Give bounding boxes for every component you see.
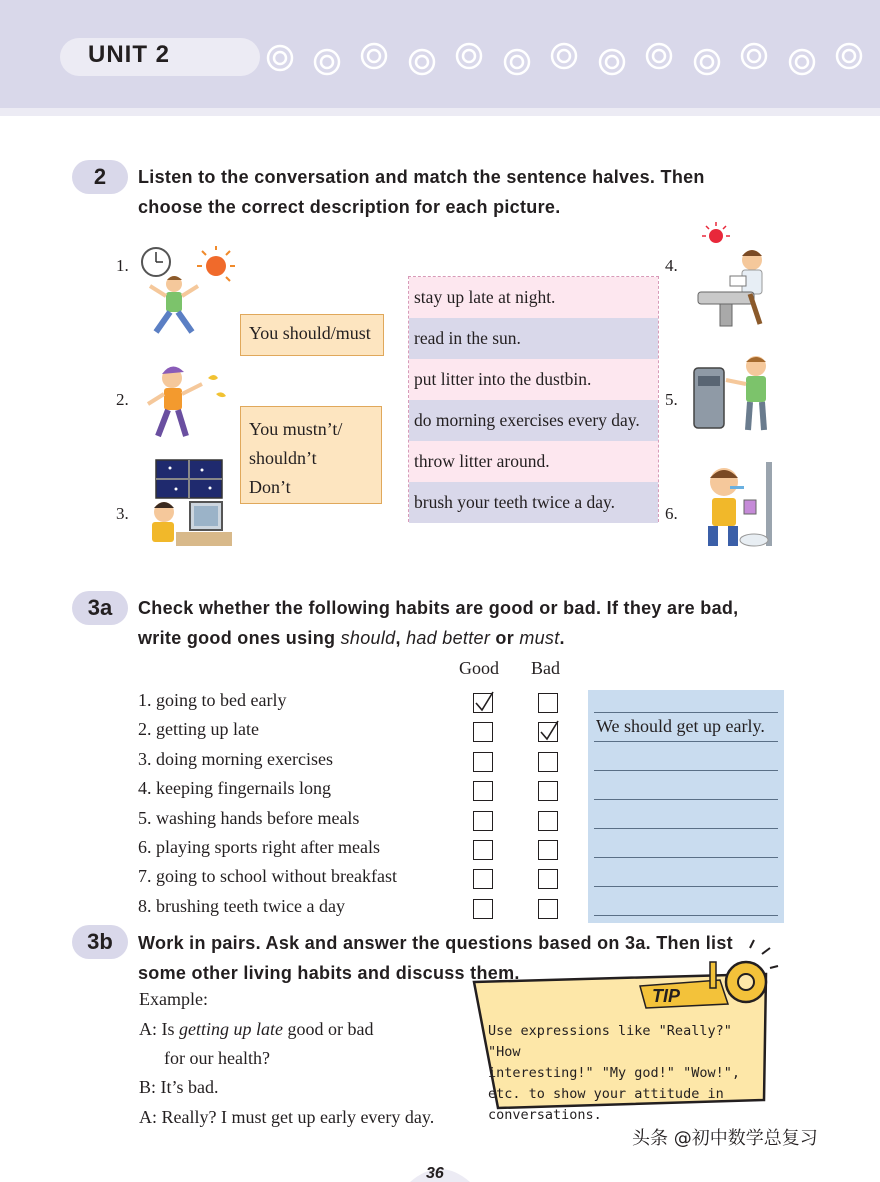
tip-line: Use expressions like "Really?" "How xyxy=(488,1023,732,1060)
column-header-good: Good xyxy=(459,658,499,678)
decorative-rings xyxy=(262,40,880,80)
instruction-line: choose the correct description for each picture. xyxy=(138,197,561,217)
sentence-ending: stay up late at night. xyxy=(409,277,658,318)
sentence-ending: read in the sun. xyxy=(409,318,658,359)
exercise-3b-badge: 3b xyxy=(72,925,128,959)
answer-line xyxy=(594,915,778,916)
picture-number-3: 3. xyxy=(116,504,129,523)
tip-line: interesting!" "My god!" "Wow!", xyxy=(488,1065,740,1081)
habit-item: 8. brushing teeth twice a day xyxy=(138,895,345,916)
habit-item: 7. going to school without breakfast xyxy=(138,866,397,887)
stem-box-positive xyxy=(240,314,384,356)
bad-checkbox[interactable] xyxy=(538,693,558,713)
dialogue-text: A: Is xyxy=(139,1019,179,1039)
answer-example: We should get up early. xyxy=(596,716,765,736)
stem-negative-text: Don’t xyxy=(249,477,291,497)
instruction-line: Work in pairs. Ask and answer the questions based on 3a. Then list xyxy=(138,933,733,953)
instruction-line: Check whether the following habits are good or bad. If they are bad, xyxy=(138,598,739,618)
bad-checkbox[interactable] xyxy=(538,752,558,772)
instruction-text: write good ones using xyxy=(138,628,341,648)
picture-number-4: 4. xyxy=(665,256,678,275)
answer-line xyxy=(594,886,778,887)
modal-option: had better xyxy=(406,628,491,648)
page-number xyxy=(410,1152,470,1182)
sentence-ending: brush your teeth twice a day. xyxy=(409,482,658,523)
tip-line: conversations. xyxy=(488,1107,602,1123)
instruction-line xyxy=(138,623,738,653)
example-label: Example: xyxy=(139,989,208,1009)
answer-line xyxy=(594,799,778,800)
page-number-text: 36 xyxy=(426,1165,444,1182)
stem-negative-text: shouldn’t xyxy=(249,448,317,468)
good-checkbox[interactable] xyxy=(473,811,493,831)
bad-checkbox[interactable] xyxy=(538,840,558,860)
sentence-ending: do morning exercises every day. xyxy=(409,400,658,441)
good-checkbox[interactable] xyxy=(473,781,493,801)
stem-box-negative xyxy=(240,406,382,504)
bad-checkbox[interactable] xyxy=(538,722,558,742)
instruction-text: , xyxy=(395,628,407,648)
instruction-text: or xyxy=(490,628,520,648)
watermark: 头条 @初中数学总复习 xyxy=(632,1128,818,1149)
dialogue-italic: getting up late xyxy=(179,1019,283,1039)
column-header-bad: Bad xyxy=(531,658,560,678)
tip-line: etc. to show your attitude in xyxy=(488,1086,724,1102)
dialogue-line: for our health? xyxy=(164,1048,270,1068)
tip-label: TIP xyxy=(652,986,681,1006)
sentence-ending: put litter into the dustbin. xyxy=(409,359,658,400)
answer-line xyxy=(594,712,778,713)
reading-in-sun-illustration xyxy=(690,220,780,330)
sentence-ending: throw litter around. xyxy=(409,441,658,482)
picture-number-2: 2. xyxy=(116,390,129,409)
dialogue-text: good or bad xyxy=(282,1019,374,1039)
instruction-text: . xyxy=(559,628,565,648)
bad-checkbox[interactable] xyxy=(538,899,558,919)
answer-line xyxy=(594,828,778,829)
throwing-litter-illustration xyxy=(132,360,232,442)
habit-item: 6. playing sports right after meals xyxy=(138,837,380,857)
exercise-2-instruction xyxy=(138,162,705,222)
unit-title: UNIT 2 xyxy=(88,41,171,68)
brushing-teeth-illustration xyxy=(700,460,780,548)
good-checkbox[interactable] xyxy=(473,899,493,919)
bad-checkbox[interactable] xyxy=(538,781,558,801)
clock-sun-exercise-illustration xyxy=(138,246,238,338)
good-checkbox[interactable] xyxy=(473,869,493,889)
answer-line xyxy=(594,857,778,858)
exercise-3a-badge: 3a xyxy=(72,591,128,625)
habit-item: 5. washing hands before meals xyxy=(138,807,360,828)
dialogue-line: B: It’s bad. xyxy=(139,1077,219,1097)
picture-number-1: 1. xyxy=(116,256,129,275)
picture-number-5: 5. xyxy=(665,390,678,409)
sentence-endings-box xyxy=(408,276,659,522)
late-night-computer-illustration xyxy=(140,458,236,550)
good-checkbox[interactable] xyxy=(473,722,493,742)
habit-item: 4. keeping fingernails long xyxy=(138,778,331,799)
modal-option: should xyxy=(340,628,396,648)
answer-line xyxy=(594,770,778,771)
picture-number-6: 6. xyxy=(665,504,678,523)
habit-item: 1. going to bed early xyxy=(138,690,287,710)
good-checkbox[interactable] xyxy=(473,752,493,772)
habit-item: 3. doing morning exercises xyxy=(138,748,333,769)
dialogue-line: A: Really? I must get up early every day. xyxy=(139,1107,435,1127)
stem-negative-text: You mustn’t/ xyxy=(249,419,343,439)
stem-positive-text: You should/must xyxy=(249,323,371,343)
habit-item: 2. getting up late xyxy=(138,719,259,740)
instruction-line: Listen to the conversation and match the sentence halves. Then xyxy=(138,167,705,187)
good-checkbox[interactable] xyxy=(473,840,493,860)
bad-checkbox[interactable] xyxy=(538,869,558,889)
dialogue-line xyxy=(139,1019,373,1040)
exercise-2-badge: 2 xyxy=(72,160,128,194)
dustbin-illustration xyxy=(690,352,780,434)
bad-checkbox[interactable] xyxy=(538,811,558,831)
exercise-3a-instruction xyxy=(138,593,738,653)
instruction-line: some other living habits and discuss them. xyxy=(138,963,520,983)
answer-panel xyxy=(588,690,784,923)
check-mark-icon xyxy=(538,719,560,743)
good-checkbox[interactable] xyxy=(473,693,493,713)
modal-option: must xyxy=(519,628,560,648)
answer-line xyxy=(594,741,778,742)
tip-text xyxy=(488,1021,748,1126)
check-mark-icon xyxy=(473,690,495,714)
